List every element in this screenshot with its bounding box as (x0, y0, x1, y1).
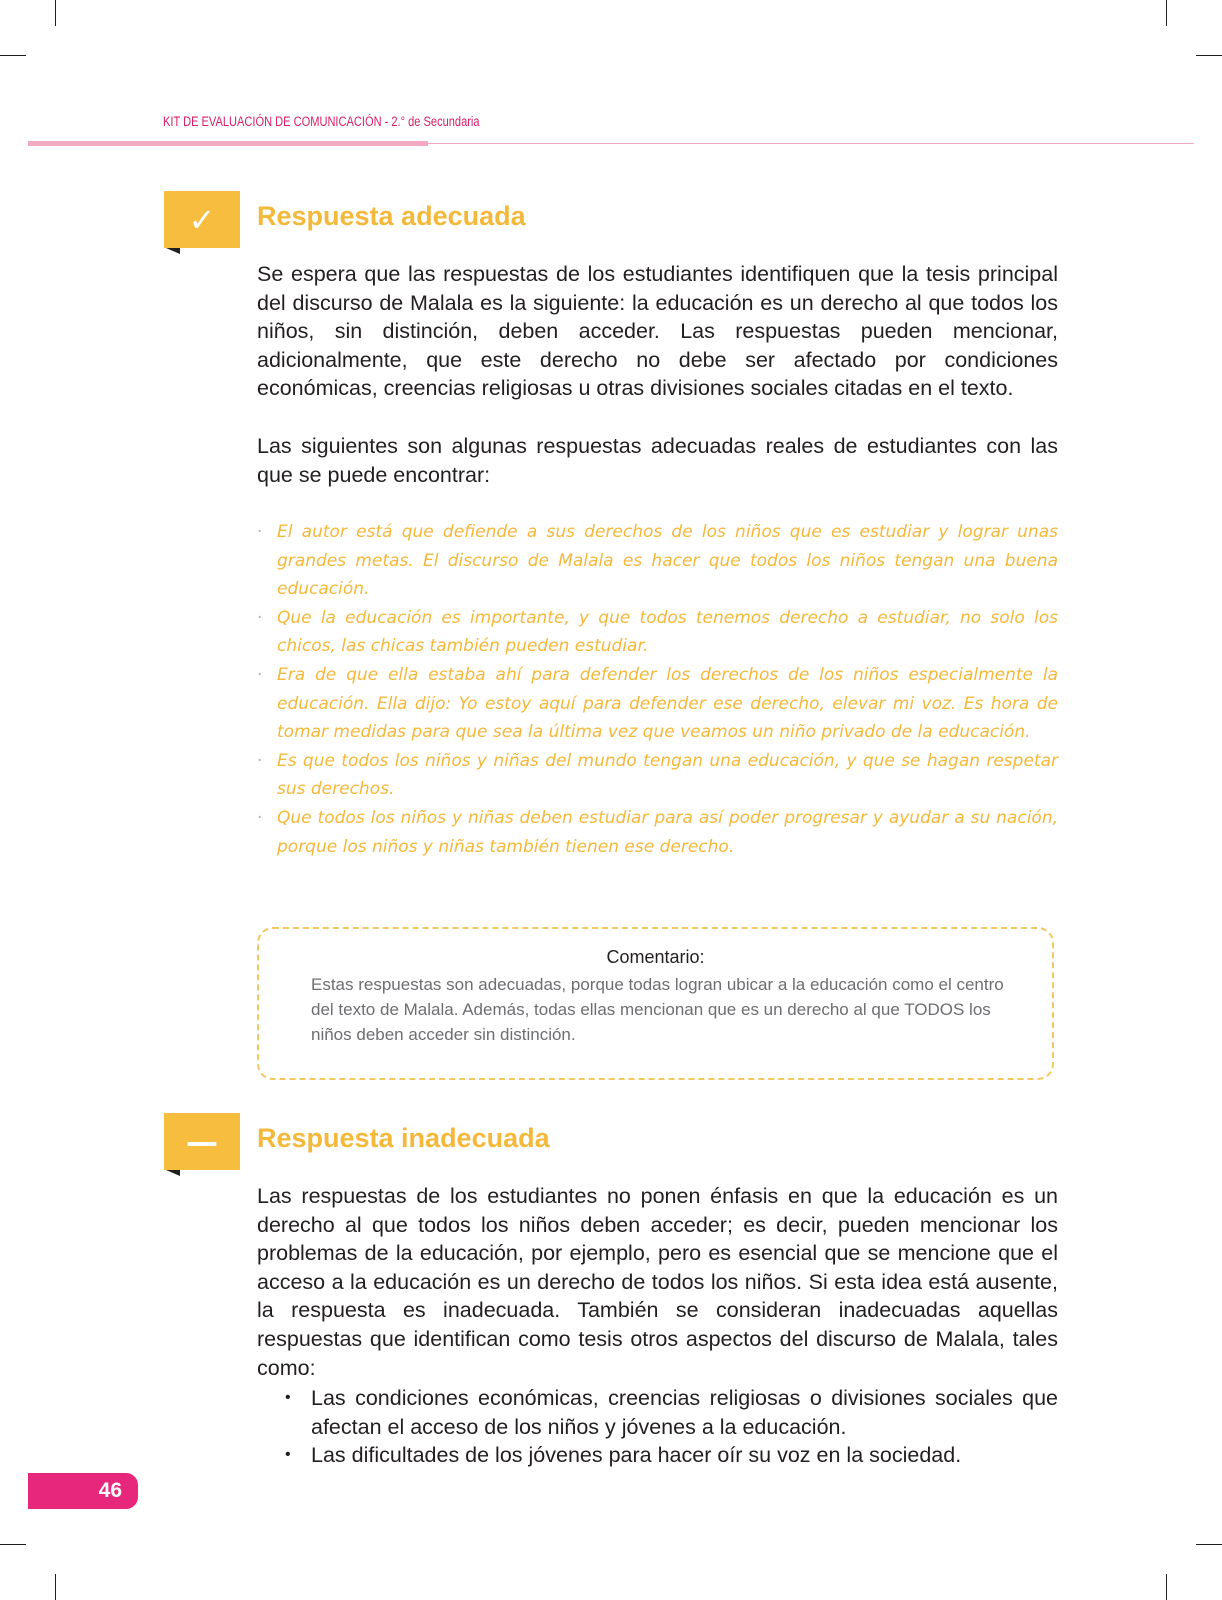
dash-icon (164, 1113, 240, 1170)
list-item: • Las dificultades de los jóvenes para hacer oír su voz en la sociedad. (283, 1441, 1058, 1470)
crop-mark (1196, 1544, 1222, 1545)
list-item: · Era de que ella estaba ahí para defender los derechos de los niños especialmente la educación. Ella dijo: Yo estoy aquí para defender ese derecho, elevar mi voz. Es hora de tomar medidas para que sea la última vez que veamos un niño privado de la educación. (257, 661, 1058, 747)
list-item: · El autor está que defiende a sus derechos de los niños que es estudiar y lograr unas grandes metas. El discurso de Malala es hacer que todos los niños tengan una buena educación. (257, 518, 1058, 604)
badge-tab (166, 248, 180, 254)
list-item: · Que todos los niños y niñas deben estudiar para así poder progresar y ayudar a su nación, porque los niños y niñas también tienen ese derecho. (257, 804, 1058, 861)
checkmark-glyph: ✓ (188, 200, 216, 239)
adequate-paragraph-1: Se espera que las respuestas de los estudiantes identifiquen que la tesis principal del discurso de Malala es la siguiente: la educación es un derecho al que todos los niños, sin distinción, deben acceder. Las respuestas pueden mencionar, adicionalmente, que este derecho no debe ser afectado por condiciones económicas, creencias religiosas u otras divisiones sociales citadas en el texto. (257, 262, 1058, 401)
crop-mark (1166, 0, 1167, 26)
badge-tab (166, 1170, 180, 1176)
list-item: · Es que todos los niños y niñas del mundo tengan una educación, y que se hagan respetar sus derechos. (257, 747, 1058, 804)
crop-mark (1166, 1574, 1167, 1600)
page-number: 46 (28, 1473, 138, 1509)
inadequate-bullet-list (283, 1384, 1058, 1470)
dash-glyph: — (186, 1122, 218, 1161)
list-item: · Que la educación es importante, y que todos tenemos derecho a estudiar, no solo los chicos, las chicas también pueden estudiar. (257, 604, 1058, 661)
comment-box (257, 927, 1054, 1080)
section-title-adequate: Respuesta adecuada (257, 201, 526, 231)
crop-mark (55, 0, 56, 26)
crop-mark (1196, 55, 1222, 56)
crop-mark (0, 55, 26, 56)
crop-mark (55, 1574, 56, 1600)
list-item: • Las condiciones económicas, creencias religiosas o divisiones sociales que afectan el acceso de los niños y jóvenes a la educación. (283, 1384, 1058, 1441)
adequate-paragraph-2: Las siguientes son algunas respuestas adecuadas reales de estudiantes con las que se puede encontrar: (257, 434, 1058, 487)
crop-mark (0, 1544, 26, 1545)
comment-text: Estas respuestas son adecuadas, porque todas logran ubicar a la educación como el centro del texto de Malala. Además, todas ellas mencionan que es un derecho al que TODOS los niños deben acceder sin distinción. (311, 975, 1004, 1044)
student-answer-list (257, 518, 1058, 861)
inadequate-paragraph: Las respuestas de los estudiantes no ponen énfasis en que la educación es un derecho al que todos los niños deben acceder; es decir, pueden mencionar los problemas de la educación, por ejemplo, pero es esencial que se mencione que el acceso a la educación es un derecho de todos los niños. Si esta idea está ausente, la respuesta es inadecuada. También se consideran inadecuadas aquellas respuestas que identifican como tesis otros aspectos del discurso de Malala, tales como: (257, 1184, 1058, 1380)
section-title-inadequate: Respuesta inadecuada (257, 1123, 550, 1153)
comment-title: Comentario: (606, 947, 705, 967)
running-header: KIT DE EVALUACIÓN DE COMUNICACIÓN - 2.° de Secundaria (163, 114, 480, 129)
header-rule-accent (28, 141, 428, 146)
checkmark-icon (164, 191, 240, 248)
